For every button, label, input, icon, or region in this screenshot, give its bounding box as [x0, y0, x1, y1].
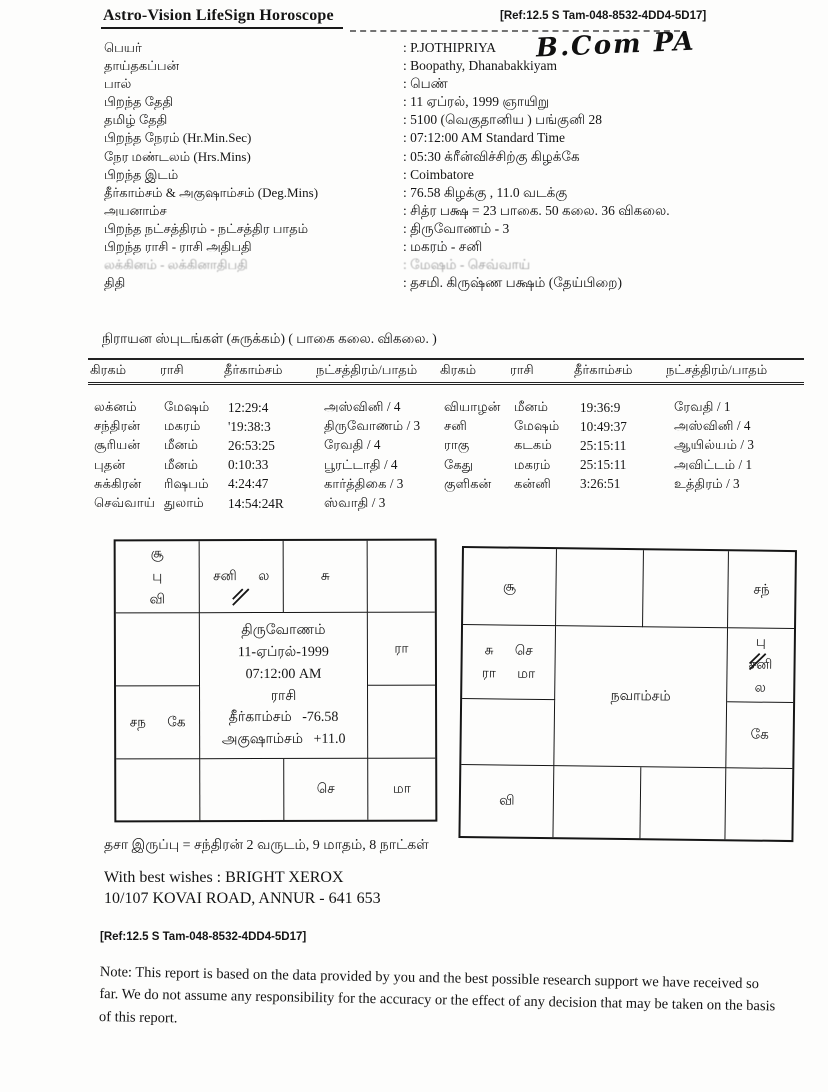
cell: ராகு [444, 437, 470, 453]
title-underline [101, 27, 343, 29]
cell: 25:15:11 [580, 457, 627, 473]
nava-cell-mesham [556, 549, 644, 627]
cell: 12:29:4 [228, 399, 269, 415]
cell: கடகம் [514, 437, 552, 453]
cell: உத்திரம் / 3 [674, 475, 740, 491]
detail-label: பிறந்த ராசி - ராசி அதிபதி [104, 239, 252, 255]
col-header: நட்சத்திரம்/பாதம் [666, 362, 768, 377]
detail-value: : பெண் [403, 76, 448, 92]
detail-label: நேர மண்டலம் (Hrs.Mins) [104, 148, 251, 164]
cell: மீனம் [514, 399, 549, 415]
cell: மகரம் [514, 456, 551, 472]
navamsa-chart-center: நவாம்சம் [554, 626, 728, 768]
rasi-cell-kanni: மா [392, 780, 411, 796]
cell: குளிகன் [444, 475, 492, 491]
detail-row-star [104, 220, 814, 238]
cell: ரிஷபம் [164, 475, 209, 491]
detail-row-birth-place [104, 166, 814, 184]
nava-cell-magaram [461, 699, 555, 766]
detail-value: : 07:12:00 AM Standard Time [403, 130, 566, 146]
rasi-cell-thulam: செ [284, 759, 368, 820]
col-header: ராசி [510, 362, 534, 377]
nava-cell-text: பு சனி ல [748, 633, 773, 695]
cell: கன்னி [514, 475, 551, 491]
rasi-cell-mesham-lagna [200, 541, 284, 613]
cell: '19:38:3 [228, 418, 271, 434]
detail-value: : P.JOTHIPRIYA [403, 40, 497, 55]
cell: கேது [444, 456, 474, 472]
cell: துலாம் [164, 495, 204, 511]
col-header: தீர்காம்சம் [574, 362, 633, 377]
cell: மீனம் [164, 437, 199, 453]
detail-value: : திருவோணம் - 3 [403, 220, 510, 236]
page-title: Astro-Vision LifeSign Horoscope [103, 7, 334, 24]
col-header: கிரகம் [90, 362, 127, 377]
cell: மகரம் [164, 418, 201, 434]
nava-cell-rishabam [643, 550, 729, 628]
detail-row-sex [104, 75, 814, 93]
cell: அஸ்வினி / 4 [674, 418, 751, 434]
detail-label: பால் [104, 76, 132, 92]
table-header-row [88, 358, 804, 385]
rasi-cell-simham [368, 686, 435, 759]
detail-value: : 11 ஏப்ரல், 1999 ஞாயிறு [403, 94, 550, 110]
nava-cell-mithunam: சந் [728, 551, 795, 629]
cell: மீனம் [164, 456, 199, 472]
footer-ref-code: [Ref:12.5 S Tam-048-8532-4DD4-5D17] [100, 931, 307, 943]
cell: 4:24:47 [228, 476, 269, 492]
rasi-cell-magaram: சந கே [116, 686, 200, 759]
cell: 14:54:24R [228, 495, 284, 511]
detail-label: பிறந்த நட்சத்திரம் - நட்சத்திர பாதம் [104, 220, 309, 236]
detail-value: : Coimbatore [403, 166, 474, 182]
cell: ரேவதி / 1 [674, 399, 731, 415]
rasi-cell-kadagam: ரா [368, 613, 435, 686]
detail-label: தாய்தகப்பன் [104, 58, 180, 74]
detail-row-time-zone [104, 148, 814, 166]
planet-positions-table [88, 331, 804, 513]
table-title: நிராயன ஸ்புடங்கள் (சுருக்கம்) ( பாகை கலை. விகலை. ) [102, 331, 437, 346]
rasi-cell-viruchigam [200, 759, 284, 820]
rasi-cell-dhanusu [116, 759, 200, 820]
cell: 19:36:9 [580, 399, 621, 415]
detail-label: திதி [104, 275, 126, 291]
cell: கார்த்திகை / 3 [324, 475, 404, 491]
rasi-cell-meenam: சூ பு வி [116, 541, 200, 613]
cell: சுக்கிரன் [94, 475, 142, 491]
detail-label: பெயர் [104, 40, 142, 55]
cell: திருவோணம் / 3 [324, 418, 421, 434]
detail-value: : தசமி. கிருஷ்ண பக்ஷம் (தேய்பிறை) [403, 275, 622, 291]
detail-row-tamil-date [104, 111, 814, 129]
rasi-cell-rishabam: சு [284, 541, 368, 613]
cell: மேஷம் [164, 399, 210, 415]
cell: 10:49:37 [580, 418, 627, 434]
cell: 0:10:33 [228, 457, 269, 473]
detail-row-thithi [104, 274, 814, 292]
detail-label: தீர்காம்சம் & அகுஷாம்சம் (Deg.Mins) [104, 184, 319, 200]
col-header: ராசி [160, 362, 184, 377]
detail-value: : 76.58 கிழக்கு , 11.0 வடக்கு [403, 184, 568, 200]
nava-cell-thulam [640, 767, 726, 839]
cell: ஸ்வாதி / 3 [324, 495, 386, 511]
detail-row-birth-date [104, 93, 814, 111]
detail-value: : சித்ர பக்ஷ = 23 பாகை. 50 கலை. 36 விகலை. [403, 202, 670, 218]
cell: வியாழன் [444, 399, 501, 415]
cell: ஆயில்யம் / 3 [674, 437, 754, 453]
col-header: தீர்காம்சம் [224, 362, 283, 377]
nava-cell-viruchigam [553, 766, 641, 838]
detail-row-long-lat [104, 184, 814, 202]
cell: 26:53:25 [228, 437, 275, 453]
cell: லக்னம் [94, 399, 137, 415]
header-ref-code: [Ref:12.5 S Tam-048-8532-4DD4-5D17] [500, 10, 707, 22]
cell: புதன் [94, 456, 126, 472]
navamsa-chart [458, 546, 797, 842]
table-body [94, 398, 804, 513]
cell: செவ்வாய் [94, 495, 156, 511]
nava-cell-simham: கே [726, 702, 793, 769]
lagna-mark-icon [726, 627, 769, 703]
detail-label: பிறந்த தேதி [104, 94, 174, 110]
rasi-chart-center: திருவோணம் 11-ஏப்ரல்-1999 07:12:00 AM ராசி தீர்காம்சம் -76.58 அகுஷாம்சம் +11.0 [200, 613, 368, 759]
detail-label: பிறந்த நேரம் (Hr.Min.Sec) [104, 130, 252, 146]
col-header: கிரகம் [440, 362, 477, 377]
detail-value: : மேஷம் - செவ்வாய் [403, 257, 531, 273]
handwritten-annotation: B.Com PA [535, 26, 697, 64]
address-line: 10/107 KOVAI ROAD, ANNUR - 641 653 [104, 890, 381, 907]
cell: சந்திரன் [94, 418, 141, 434]
nava-cell-kadagam-lagna [727, 628, 794, 703]
detail-row-parents [104, 57, 814, 75]
detail-value: : 5100 (வெகுதானிய ) பங்குனி 28 [403, 112, 602, 128]
detail-value: : Boopathy, Dhanabakkiyam [403, 58, 557, 74]
rasi-cell-text: சனி ல [213, 568, 270, 584]
detail-label: பிறந்த இடம் [104, 166, 179, 182]
detail-row-lagna [104, 256, 814, 274]
table-right-columns [444, 398, 806, 513]
detail-label: லக்கினம் - லக்கினாதிபதி [104, 257, 248, 273]
detail-row-ayanamsa [104, 202, 814, 220]
nava-cell-meenam: சூ [463, 548, 557, 626]
cell: அஸ்வினி / 4 [324, 399, 401, 415]
nava-cell-kumbham: சு செ ரா மா [462, 625, 556, 700]
dasa-balance-line: தசா இருப்பு = சந்திரன் 2 வருடம், 9 மாதம், 8 நாட்கள் [104, 838, 429, 853]
cell: பூரட்டாதி / 4 [324, 456, 398, 472]
personal-details-section [104, 39, 814, 292]
rasi-cell-mithunam [368, 541, 435, 613]
detail-row-name [104, 39, 814, 57]
wishes-line: With best wishes : BRIGHT XEROX [104, 869, 344, 886]
cell: ரேவதி / 4 [324, 437, 381, 453]
detail-label: தமிழ் தேதி [104, 112, 168, 128]
rasi-cell-kumbham [116, 613, 200, 686]
nava-cell-kanni [725, 768, 792, 840]
lagna-mark-icon [199, 540, 283, 639]
nava-cell-dhanusu: வி [460, 765, 554, 837]
detail-label: அயனாம்ச [104, 202, 167, 218]
cell: சூரியன் [94, 437, 141, 453]
cell: 3:26:51 [580, 476, 621, 492]
rasi-chart [114, 539, 438, 823]
cell: சனி [444, 418, 468, 434]
col-header: நட்சத்திரம்/பாதம் [316, 362, 418, 377]
detail-value: : மகரம் - சனி [403, 239, 483, 255]
cell: மேஷம் [514, 418, 560, 434]
detail-row-birth-time [104, 129, 814, 147]
detail-value: : 05:30 க்ரீன்விச்சிற்கு கிழக்கே [403, 148, 580, 164]
cell: அவிட்டம் / 1 [674, 456, 753, 472]
cell: 25:15:11 [580, 437, 627, 453]
disclaimer-note: Note: This report is based on the data provided by you and the best possible research support we have received so far. We do not assume any responsibility for the accuracy or the effect of any decision that may be taken on the basis of this report. [98, 963, 776, 1027]
detail-row-rasi [104, 238, 814, 256]
table-left-columns [94, 398, 444, 513]
